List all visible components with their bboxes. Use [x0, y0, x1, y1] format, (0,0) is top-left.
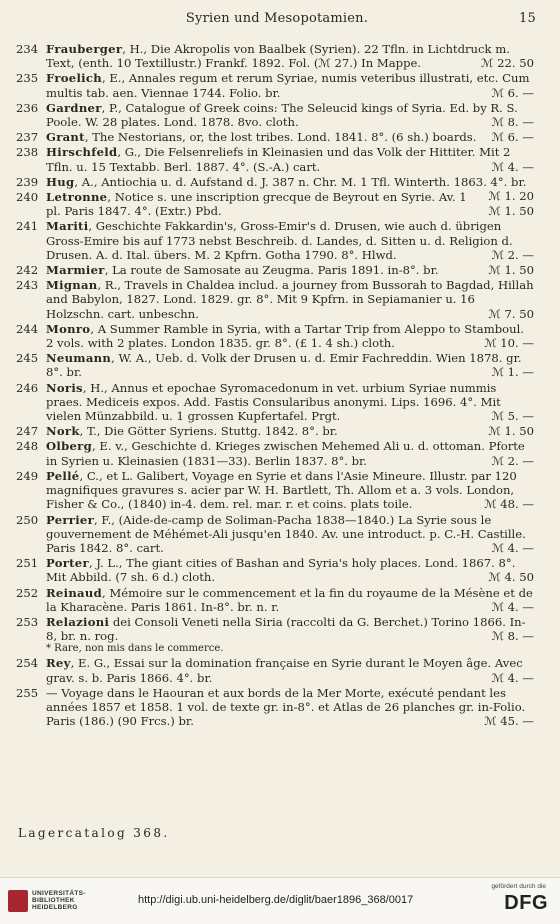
entry-price: ℳ 2. —	[491, 453, 534, 468]
entry-author: Hirschfeld	[46, 145, 118, 160]
university-library-logo-icon	[8, 890, 28, 912]
entry-number: 235	[16, 71, 39, 86]
entry-author: Gardner	[46, 100, 102, 115]
entry-author: Marmier	[46, 263, 105, 278]
catalog-entry	[16, 130, 534, 144]
entry-number: 242	[16, 263, 39, 278]
entry-price: ℳ 10. —	[484, 336, 534, 351]
entry-price: ℳ 1. 50	[488, 204, 534, 219]
catalog-entry	[16, 439, 534, 467]
catalog-entry	[16, 145, 534, 173]
entry-description: , The Nestorians, or, the lost tribes. Lond. 1841. 8°. (6 sh.) boards.	[84, 130, 477, 145]
entry-description: dei Consoli Veneti nella Siria (raccolti da G. Berchet.) Torino 1866. In-8, br. n. rog.	[46, 614, 526, 644]
entry-price: ℳ 45. —	[484, 714, 534, 729]
entry-description: — Voyage dans le Haouran et aux bords de la Mer Morte, exécuté pendant les années 1857 et 1858. 1 vol. de texte gr. in-8°. et Atlas de 26 planches gr. in-Folio. Paris (186.) (90 Frcs.) br.	[46, 685, 526, 729]
entry-price: ℳ 1. 50	[488, 424, 534, 439]
entry-number: 236	[16, 100, 39, 115]
dfg-logo: DFG	[504, 892, 548, 914]
entry-description: , E., Annales regum et rerum Syriae, numis veteribus illustrati, etc. Cum multis tab. aen. Viennae 1744. Folio. br.	[46, 71, 530, 100]
entry-number: 244	[16, 321, 39, 336]
entry-price: ℳ 2. —	[491, 247, 534, 262]
entry-price: ℳ 4. —	[491, 670, 534, 685]
entry-number: 243	[16, 278, 39, 293]
page-title: Syrien und Mesopotamien.	[185, 11, 369, 26]
catalog-entry	[16, 381, 534, 424]
entry-author: Porter	[46, 556, 89, 571]
entry-number: 241	[16, 219, 39, 234]
entry-price: ℳ 8. —	[491, 629, 534, 644]
entry-number: 238	[16, 145, 39, 160]
entry-price: ℳ 8. —	[491, 115, 534, 130]
entry-price: ℳ 7. 50	[488, 306, 534, 321]
entry-price: ℳ 4. —	[491, 599, 534, 614]
entry-description: , A Summer Ramble in Syria, with a Tartar Trip from Aleppo to Stamboul. 2 vols. with 2 plates. London 1835. gr. 8°. (£ 1. 4 sh.) cloth.	[46, 321, 524, 351]
entry-price: ℳ 5. —	[491, 409, 534, 424]
entry-description: , G., Die Felsenreliefs in Kleinasien und das Volk der Hittiter. Mit 2 Tfln. u. 15 Textabb. Berl. 1887. 4°. (S.-A.) cart.	[46, 145, 511, 174]
catalog-entry	[16, 424, 534, 438]
catalog-title: Lagercatalog 368.	[18, 826, 170, 840]
catalog-entry	[16, 101, 534, 129]
entry-author: Frauberger	[46, 42, 123, 56]
catalog-entries	[16, 42, 534, 729]
funded-by-label: gefördert durch die	[491, 883, 546, 890]
page-number: 15	[519, 11, 536, 26]
catalog-entry	[16, 42, 534, 70]
entry-description: , F., (Aide-de-camp de Soliman-Pacha 1838—1840.) La Syrie sous le gouvernement de Méhémet-Ali jusqu'en 1840. Av. une introduct. p. C.-H. Castille. Paris 1842. 8°. cart.	[46, 512, 526, 555]
entry-author: Monro	[46, 321, 91, 336]
entry-number: 246	[16, 380, 39, 395]
entry-number: 245	[16, 351, 39, 366]
catalog-entry	[16, 656, 534, 684]
entry-price: ℳ 48. —	[484, 497, 534, 512]
catalog-entry	[16, 351, 534, 379]
entry-price: ℳ 1. 20	[488, 189, 534, 204]
entry-author: Rey	[46, 656, 71, 671]
catalog-entry	[16, 556, 534, 584]
catalog-entry	[16, 615, 534, 655]
entry-description: , T., Die Götter Syriens. Stuttg. 1842. 8°. br.	[79, 424, 338, 439]
entry-description: , H., Annus et epochae Syromacedonum in vet. urbium Syriae nummis praes. Mediceis expos. Add. Fastis Consularibus anonymi. Lips. 1696. 4°. Mit vielen Münzabbild. u. 1 grossen Kupfertafel. Prgt.	[46, 380, 501, 424]
entry-description: , Mémoire sur le commencement et la fin du royaume de la Mésène et de la Kharacène. Paris 1861. In-8°. br. n. r.	[46, 585, 533, 614]
entry-description: , W. A., Ueb. d. Volk der Drusen u. d. Emir Fachreddin. Wien 1878. gr. 8°. br.	[46, 351, 522, 380]
entry-author: Olberg	[46, 439, 93, 454]
entry-author: Perrier	[46, 512, 94, 527]
entry-author: Mariti	[46, 219, 89, 234]
entry-author: Froelich	[46, 71, 102, 86]
entry-price: ℳ 6. —	[491, 130, 534, 145]
entry-description: , P., Catalogue of Greek coins: The Seleucid kings of Syria. Ed. by R. S. Poole. W. 28 plates. Lond. 1878. 8vo. cloth.	[46, 100, 518, 130]
entry-number: 250	[16, 512, 39, 527]
entry-description: , E. v., Geschichte d. Krieges zwischen Mehemed Ali u. d. ottoman. Pforte in Syrien u. Kleinasien (1831—33). Berlin 1837. 8°. br.	[46, 439, 525, 468]
entry-description: , Geschichte Fakkardin's, Gross-Emir's d. Drusen, wie auch d. übrigen Gross-Emire bis auf 1773 nebst Beschreib. d. Landes, d. Sitten u. d. Religion d. Drusen. A. d. Ital. übers. M. 2 Kpfrn. Gotha 1790. 8°. Hlwd.	[46, 219, 513, 262]
catalog-entry	[16, 190, 534, 218]
entry-number: 240	[16, 190, 39, 205]
entry-description: , J. L., The giant cities of Bashan and Syria's holy places. Lond. 1867. 8°. Mit Abbild. (7 sh. 6 d.) cloth.	[46, 556, 516, 585]
entry-number: 251	[16, 556, 39, 571]
entry-price: ℳ 22. 50	[481, 56, 534, 71]
entry-author: Relazioni	[46, 614, 110, 629]
entry-number: 237	[16, 130, 39, 145]
entry-description: , Notice s. une inscription grecque de Beyrout en Syrie. Av. 1 pl. Paris 1847. 4°. (Extr.) Pbd.	[46, 190, 467, 219]
entry-description: , R., Travels in Chaldea includ. a journey from Bussorah to Bagdad, Hillah and Babylon, 1827. Lond. 1829. gr. 8°. Mit 9 Kpfrn. in Sepiamanier u. 16 Holzschn. cart. unbeschn.	[46, 278, 534, 321]
catalog-entry	[16, 586, 534, 614]
viewer-footer-bar	[0, 877, 560, 924]
entry-number: 247	[16, 424, 39, 439]
entry-price: ℳ 1. —	[491, 365, 534, 380]
entry-author: Mignan	[46, 278, 98, 293]
entry-description: , C., et L. Galibert, Voyage en Syrie et dans l'Asie Mineure. Illustr. par 120 magnifiques gravures s. acier par W. H. Bartlett, Th. Allom et a. 3 vols. London, Fisher & Co., (1840) in-4. dem. rel. mar. r. et coins. plats toile.	[46, 468, 517, 512]
entry-price: ℳ 6. —	[491, 85, 534, 100]
entry-number: 254	[16, 656, 39, 671]
entry-author: Noris	[46, 380, 83, 395]
catalog-entry	[16, 469, 534, 512]
entry-number: 239	[16, 174, 39, 189]
entry-description: , H., Die Akropolis von Baalbek (Syrien). 22 Tfln. in Lichtdruck m. Text, (enth. 10 Textillustr.) Frankf. 1892. Fol. (ℳ 27.) In Mappe.	[46, 42, 510, 71]
entry-number: 255	[16, 685, 39, 700]
catalog-entry	[16, 71, 534, 99]
entry-number: 252	[16, 585, 39, 600]
entry-author: Letronne	[46, 190, 108, 205]
catalog-entry	[16, 278, 534, 321]
entry-number: 249	[16, 468, 39, 483]
entry-author: Nork	[46, 424, 80, 439]
entry-number: 253	[16, 614, 39, 629]
entry-author: Reinaud	[46, 585, 102, 600]
entry-description: , E. G., Essai sur la domination française en Syrie durant le Moyen âge. Avec grav. s. b. Paris 1866. 4°. br.	[46, 656, 523, 685]
entry-author: Grant	[46, 130, 85, 145]
university-library-logo-text: UNIVERSITÄTS- BIBLIOTHEK HEIDELBERG	[32, 890, 86, 912]
catalog-entry	[16, 219, 534, 262]
entry-number: 248	[16, 439, 39, 454]
permalink-url[interactable]: http://digi.ub.uni-heidelberg.de/diglit/baer1896_368/0017	[138, 894, 414, 906]
catalog-entry	[16, 686, 534, 729]
entry-price: ℳ 1. 50	[488, 263, 534, 278]
entry-note: * Rare, non mis dans le commerce.	[46, 643, 224, 655]
catalog-entry	[16, 322, 534, 350]
entry-price: ℳ 4. 50	[488, 570, 534, 585]
catalog-entry	[16, 263, 534, 277]
entry-description: , La route de Samosate au Zeugma. Paris 1891. in-8°. br.	[104, 263, 439, 278]
catalog-entry	[16, 513, 534, 556]
entry-number: 234	[16, 42, 39, 56]
entry-author: Hug	[46, 174, 75, 189]
entry-author: Pellé	[46, 468, 80, 483]
entry-price: ℳ 4. —	[491, 159, 534, 174]
page-header	[18, 11, 536, 33]
entry-price: ℳ 4. —	[491, 540, 534, 555]
entry-author: Neumann	[46, 351, 112, 366]
entry-description: , A., Antiochia u. d. Aufstand d. J. 387 n. Chr. M. 1 Tfl. Winterth. 1863. 4°. br.	[74, 174, 527, 189]
